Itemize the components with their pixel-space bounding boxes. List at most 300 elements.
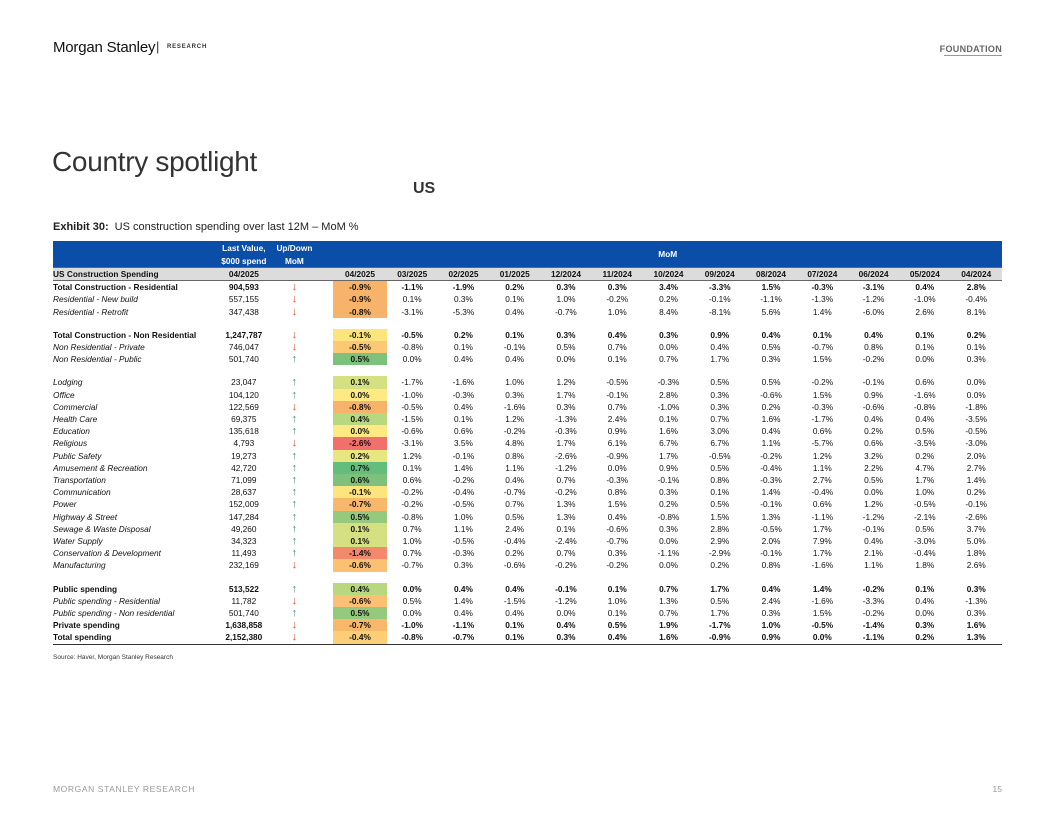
last-value-cell: 557,155 — [228, 294, 259, 305]
gap-cell — [319, 353, 333, 365]
mom-value-cell: -0.7% — [438, 631, 489, 644]
mom-value-cell: -0.1% — [708, 294, 731, 305]
mom-value-cell: 0.1% — [659, 414, 678, 425]
mom-value-cell: 0.3% — [505, 389, 525, 400]
table-row — [53, 619, 1002, 631]
table-row — [53, 583, 1002, 595]
current-mom-cell: 0.5% — [333, 353, 386, 365]
gap-cell — [319, 595, 333, 607]
mom-value-cell: 0.3% — [454, 294, 473, 305]
mom-value-cell: 0.1% — [454, 414, 473, 425]
mom-value-cell: 0.2% — [864, 426, 884, 437]
mom-value-cell: 1.0% — [556, 294, 576, 305]
mom-value-cell: -0.1% — [760, 499, 782, 510]
table-row — [53, 413, 1002, 425]
mom-value-cell: 0.3% — [540, 631, 591, 644]
mom-value-cell: 0.1% — [505, 294, 525, 305]
mom-value-cell: 0.2% — [659, 499, 678, 510]
country-subtitle: US — [413, 180, 436, 197]
row-label: Power — [53, 499, 77, 510]
header-updown-sub: MoM — [269, 255, 319, 268]
table-row — [53, 401, 1002, 413]
mom-value-cell: -0.5% — [452, 499, 475, 510]
month-header-cell: 02/2025 — [438, 268, 489, 281]
gap-cell — [319, 462, 333, 474]
mom-value-cell: 0.3% — [607, 282, 627, 293]
mom-value-cell: 0.4% — [556, 620, 576, 631]
last-value-cell: 147,284 — [228, 511, 259, 522]
mom-value-cell: 0.1% — [402, 294, 422, 305]
current-mom-cell: -0.6% — [333, 559, 386, 571]
mom-value-cell: 0.0% — [607, 462, 627, 473]
mom-value-cell: 1.8% — [915, 560, 935, 571]
table-row — [53, 341, 1002, 353]
mom-value-cell: -2.9% — [708, 548, 731, 559]
header-gap-3 — [319, 268, 333, 281]
mom-value-cell: -3.3% — [862, 595, 885, 606]
row-label: Lodging — [53, 377, 83, 388]
mom-value-cell: 0.2% — [899, 631, 950, 644]
mom-value-cell: -0.6% — [862, 401, 885, 412]
mom-value-cell: -0.8% — [387, 631, 438, 644]
mom-value-cell: 1.7% — [659, 450, 678, 461]
arrow-down-icon: ↓ — [291, 305, 298, 318]
last-value-cell: 11,493 — [231, 548, 257, 559]
arrow-up-icon: ↑ — [291, 413, 298, 426]
row-label: Communication — [53, 487, 111, 498]
mom-value-cell: 0.3% — [556, 329, 576, 340]
mom-value-cell: 0.3% — [556, 401, 576, 412]
mom-value-cell: -0.5% — [760, 523, 782, 534]
mom-value-cell: -3.0% — [965, 438, 988, 449]
month-header-cell: 07/2024 — [797, 268, 848, 281]
mom-value-cell: 0.2% — [915, 450, 935, 461]
mom-value-cell: 1.2% — [505, 414, 525, 425]
mom-value-cell: -1.1% — [848, 631, 899, 644]
mom-value-cell: 2.4% — [761, 595, 781, 606]
mom-value-cell: 0.2% — [966, 329, 986, 340]
last-value-cell: 347,438 — [228, 306, 259, 317]
header-blank — [53, 241, 218, 255]
arrow-up-icon: ↑ — [291, 461, 298, 474]
mom-value-cell: 0.5% — [915, 523, 935, 534]
gap-cell — [319, 425, 333, 437]
gap-cell — [319, 498, 333, 510]
month-header-cell: 11/2024 — [592, 268, 643, 281]
mom-value-cell: -1.0% — [657, 401, 680, 412]
mom-value-cell: 0.4% — [592, 631, 643, 644]
row-label: Office — [53, 389, 75, 400]
mom-value-cell: -3.1% — [401, 438, 424, 449]
mom-value-cell: 0.4% — [864, 536, 884, 547]
mom-value-cell: 0.1% — [915, 329, 935, 340]
mom-value-cell: 0.4% — [607, 329, 627, 340]
mom-value-cell: -0.5% — [452, 536, 475, 547]
mom-value-cell: 0.0% — [659, 342, 678, 353]
mom-value-cell: -0.3% — [452, 389, 475, 400]
mom-value-cell: 0.2% — [505, 548, 525, 559]
mom-value-cell: 0.3% — [556, 282, 576, 293]
gap-cell — [319, 486, 333, 498]
arrow-up-icon: ↑ — [291, 607, 298, 620]
footer-research-label: MORGAN STANLEY RESEARCH — [53, 784, 195, 794]
mom-value-cell: 0.1% — [607, 608, 627, 619]
mom-value-cell: 0.1% — [607, 354, 627, 365]
arrow-up-icon: ↑ — [291, 449, 298, 462]
mom-value-cell: -1.8% — [965, 401, 988, 412]
mom-value-cell: -1.1% — [811, 511, 834, 522]
current-mom-cell: 0.6% — [333, 474, 386, 486]
row-label: Commercial — [53, 401, 98, 412]
row-label: Health Care — [53, 414, 98, 425]
mom-value-cell: -0.2% — [401, 499, 424, 510]
mom-value-cell: 5.0% — [966, 536, 986, 547]
mom-value-cell: -0.8% — [401, 511, 424, 522]
mom-value-cell: -3.0% — [914, 536, 936, 547]
last-value-cell: 4,793 — [233, 438, 255, 449]
mom-value-cell: 0.5% — [761, 377, 781, 388]
mom-value-cell: 0.4% — [505, 475, 525, 486]
mom-value-cell: -0.1% — [965, 499, 988, 510]
mom-value-cell: 0.3% — [761, 608, 781, 619]
mom-value-cell: 0.1% — [505, 329, 525, 340]
table-row — [53, 474, 1002, 486]
construction-spending-table — [53, 241, 1002, 645]
mom-value-cell: 0.3% — [659, 329, 678, 340]
last-value-cell: 135,618 — [228, 426, 259, 437]
mom-value-cell: -1.7% — [708, 620, 731, 631]
arrow-down-icon: ↓ — [291, 341, 298, 354]
mom-value-cell: 0.4% — [864, 329, 884, 340]
mom-value-cell: 0.3% — [966, 354, 986, 365]
mom-value-cell: 0.4% — [505, 354, 525, 365]
header-date: 04/2025 — [218, 268, 269, 281]
mom-value-cell: 1.0% — [505, 377, 525, 388]
mom-value-cell: 0.8% — [761, 560, 781, 571]
mom-value-cell: 0.6% — [864, 438, 884, 449]
row-label: Manufacturing — [53, 560, 106, 571]
mom-value-cell: -0.7% — [401, 560, 424, 571]
mom-value-cell: 0.6% — [915, 377, 935, 388]
month-header-cell: 09/2024 — [694, 268, 745, 281]
mom-value-cell: -1.0% — [914, 294, 936, 305]
arrow-down-icon: ↓ — [291, 437, 298, 450]
mom-value-cell: -0.3% — [657, 377, 680, 388]
table-row — [53, 281, 1002, 294]
mom-value-cell: 0.1% — [556, 523, 576, 534]
mom-value-cell: 1.0% — [607, 306, 627, 317]
mom-value-cell: 0.7% — [659, 354, 678, 365]
gap-cell — [319, 631, 333, 644]
mom-value-cell: 0.9% — [710, 329, 730, 340]
mom-value-cell: -0.3% — [811, 282, 834, 293]
mom-value-cell: -0.5% — [401, 329, 424, 340]
mom-value-cell: 2.2% — [864, 462, 884, 473]
gap-cell — [319, 535, 333, 547]
mom-value-cell: 1.7% — [556, 389, 576, 400]
mom-value-cell: 0.1% — [607, 583, 627, 594]
mom-value-cell: -0.2% — [811, 377, 834, 388]
arrow-up-icon: ↑ — [291, 522, 298, 535]
row-label: Sewage & Waste Disposal — [53, 523, 151, 534]
last-value-cell: 104,120 — [228, 389, 259, 400]
arrow-down-icon: ↓ — [291, 281, 298, 294]
current-mom-cell: -0.6% — [333, 595, 386, 607]
month-header-cell: 06/2024 — [848, 268, 899, 281]
current-mom-cell: -0.1% — [333, 486, 386, 498]
mom-value-cell: -0.2% — [862, 354, 885, 365]
arrow-up-icon: ↑ — [291, 388, 298, 401]
mom-value-cell: -0.1% — [862, 377, 885, 388]
mom-value-cell: 0.0% — [556, 354, 576, 365]
mom-value-cell: 0.7% — [556, 475, 576, 486]
arrow-down-icon: ↓ — [291, 328, 298, 341]
last-value-cell: 501,740 — [228, 608, 259, 619]
mom-value-cell: 2.6% — [915, 306, 935, 317]
current-mom-cell: -2.6% — [333, 437, 386, 449]
last-value-cell: 23,047 — [231, 377, 257, 388]
last-value-cell: 71,099 — [231, 475, 257, 486]
mom-value-cell: -1.7% — [811, 414, 834, 425]
last-value-cell: 232,169 — [228, 560, 259, 571]
mom-value-cell: -1.9% — [452, 282, 475, 293]
arrow-down-icon: ↓ — [291, 293, 298, 306]
mom-value-cell: 1.1% — [761, 438, 781, 449]
gap-cell — [319, 413, 333, 425]
mom-value-cell: 0.5% — [402, 595, 422, 606]
last-value-cell: 1,638,858 — [225, 620, 263, 631]
mom-value-cell: 1.1% — [505, 462, 525, 473]
mom-value-cell: 0.8% — [607, 487, 627, 498]
mom-value-cell: 5.6% — [761, 306, 781, 317]
mom-value-cell: 0.4% — [710, 342, 730, 353]
table-row — [53, 559, 1002, 571]
mom-value-cell: 1.7% — [556, 438, 576, 449]
table-row — [53, 389, 1002, 401]
mom-value-cell: -2.4% — [555, 536, 577, 547]
mom-value-cell: -0.4% — [914, 548, 936, 559]
morgan-stanley-logo: Morgan Stanley — [53, 39, 156, 56]
arrow-up-icon: ↑ — [291, 486, 298, 499]
mom-value-cell: 0.5% — [710, 462, 730, 473]
mom-value-cell: 2.9% — [710, 536, 730, 547]
mom-value-cell: 0.5% — [556, 342, 576, 353]
current-mom-cell: 0.5% — [333, 607, 386, 619]
mom-value-cell: 1.6% — [966, 620, 986, 631]
arrow-down-icon: ↓ — [291, 559, 298, 572]
mom-value-cell: 3.5% — [454, 438, 473, 449]
row-label: Public spending — [53, 583, 118, 594]
last-value-cell: 69,375 — [231, 414, 257, 425]
table-row — [53, 293, 1002, 305]
mom-value-cell: -1.1% — [401, 282, 424, 293]
last-value-cell: 904,593 — [228, 282, 259, 293]
mom-value-cell: 1.1% — [812, 462, 832, 473]
mom-value-cell: -0.2% — [503, 426, 526, 437]
mom-value-cell: -0.3% — [555, 426, 577, 437]
gap-cell — [319, 281, 333, 294]
mom-value-cell: 0.5% — [761, 342, 781, 353]
mom-value-cell: 1.7% — [812, 523, 832, 534]
header-arrow-blank — [269, 268, 319, 281]
gap-cell — [319, 389, 333, 401]
mom-value-cell: -0.5% — [811, 620, 834, 631]
mom-value-cell: 0.4% — [761, 426, 781, 437]
mom-value-cell: -0.4% — [760, 462, 782, 473]
row-label: Private spending — [53, 620, 120, 631]
current-mom-cell: -0.8% — [333, 401, 386, 413]
table-row — [53, 498, 1002, 510]
mom-value-cell: 0.0% — [402, 354, 422, 365]
mom-value-cell: 1.5% — [710, 511, 730, 522]
row-label: Amusement & Recreation — [53, 462, 148, 473]
mom-value-cell: 0.4% — [607, 511, 627, 522]
table-row — [53, 595, 1002, 607]
gap-cell — [319, 293, 333, 305]
mom-value-cell: 3.4% — [659, 282, 678, 293]
mom-value-cell: 0.1% — [915, 583, 935, 594]
mom-value-cell: 0.7% — [556, 548, 576, 559]
mom-value-cell: 1.3% — [556, 499, 576, 510]
mom-value-cell: -0.1% — [657, 475, 680, 486]
series-underline — [944, 55, 1002, 56]
research-tag: RESEARCH — [167, 44, 208, 50]
group-spacer — [53, 318, 1002, 329]
row-label: Total Construction - Non Residential — [53, 329, 197, 340]
exhibit-caption — [53, 221, 359, 233]
mom-value-cell: 0.7% — [402, 548, 422, 559]
row-label: Conservation & Development — [53, 548, 161, 559]
mom-value-cell: -1.7% — [401, 377, 424, 388]
row-label: Residential - Retrofit — [53, 306, 129, 317]
mom-value-cell: 0.7% — [505, 499, 525, 510]
last-value-cell: 49,260 — [231, 523, 257, 534]
mom-value-cell: 1.7% — [710, 354, 730, 365]
mom-value-cell: -1.1% — [657, 548, 680, 559]
mom-value-cell: 0.4% — [761, 329, 781, 340]
mom-value-cell: 1.2% — [812, 450, 832, 461]
mom-value-cell: -1.6% — [452, 377, 475, 388]
mom-value-cell: -0.6% — [760, 389, 782, 400]
row-label: Total Construction - Residential — [53, 282, 178, 293]
mom-value-cell: 2.8% — [710, 523, 730, 534]
mom-value-cell: -3.3% — [708, 282, 731, 293]
gap-cell — [319, 523, 333, 535]
mom-value-cell: 0.7% — [607, 342, 627, 353]
mom-value-cell: -0.7% — [503, 487, 526, 498]
mom-value-cell: 1.6% — [643, 631, 694, 644]
mom-value-cell: 0.6% — [402, 475, 422, 486]
mom-value-cell: 0.1% — [966, 342, 986, 353]
mom-value-cell: 1.0% — [402, 536, 422, 547]
arrow-up-icon: ↑ — [291, 547, 298, 560]
header-updown: Up/Down — [269, 241, 319, 255]
mom-value-cell: 1.5% — [761, 282, 781, 293]
mom-value-cell: 1.8% — [966, 548, 986, 559]
mom-value-cell: -1.5% — [503, 595, 526, 606]
mom-value-cell: -0.6% — [606, 523, 629, 534]
mom-value-cell: 2.8% — [659, 389, 678, 400]
arrow-up-icon: ↑ — [291, 474, 298, 487]
mom-value-cell: 0.8% — [864, 342, 884, 353]
mom-value-cell: -0.3% — [811, 401, 834, 412]
month-header-cell: 12/2024 — [540, 268, 591, 281]
month-header-row — [53, 268, 1002, 281]
page-title: Country spotlight — [52, 145, 258, 177]
header-series-label: US Construction Spending — [53, 268, 218, 281]
mom-value-cell: 0.7% — [659, 608, 678, 619]
table-row — [53, 306, 1002, 318]
mom-value-cell: -0.9% — [694, 631, 745, 644]
mom-value-cell: -1.1% — [760, 294, 782, 305]
last-value-cell: 2,152,380 — [218, 631, 269, 644]
mom-value-cell: -0.1% — [862, 523, 885, 534]
mom-value-cell: 0.0% — [556, 608, 576, 619]
mom-value-cell: 2.0% — [761, 536, 781, 547]
arrow-up-icon: ↑ — [291, 353, 298, 366]
mom-value-cell: 0.5% — [915, 426, 935, 437]
mom-value-cell: -0.6% — [401, 426, 424, 437]
mom-value-cell: 1.9% — [659, 620, 678, 631]
last-value-cell: 501,740 — [228, 354, 259, 365]
current-mom-cell: -0.9% — [333, 281, 386, 294]
current-mom-cell: 0.7% — [333, 462, 386, 474]
mom-value-cell: -1.6% — [503, 401, 526, 412]
mom-value-cell: 0.7% — [659, 583, 678, 594]
mom-value-cell: 1.4% — [966, 475, 986, 486]
mom-value-cell: 0.4% — [505, 608, 525, 619]
current-mom-cell: -1.4% — [333, 547, 386, 559]
arrow-down-icon: ↓ — [291, 619, 298, 632]
mom-value-cell: 0.1% — [710, 487, 730, 498]
mom-value-cell: 0.7% — [710, 414, 730, 425]
mom-value-cell: 2.0% — [966, 450, 986, 461]
mom-value-cell: -0.3% — [452, 548, 475, 559]
mom-value-cell: -0.4% — [965, 294, 988, 305]
mom-value-cell: 2.8% — [966, 282, 986, 293]
last-value-cell: 152,009 — [228, 499, 259, 510]
mom-value-cell: 1.4% — [812, 583, 832, 594]
mom-value-cell: 0.4% — [454, 401, 473, 412]
mom-value-cell: 1.7% — [915, 475, 935, 486]
mom-value-cell: -1.2% — [555, 462, 577, 473]
row-label: Religious — [53, 438, 88, 449]
mom-value-cell: 0.4% — [761, 583, 781, 594]
mom-value-cell: -0.5% — [708, 450, 731, 461]
mom-value-cell: -0.6% — [503, 560, 526, 571]
arrow-up-icon: ↑ — [291, 425, 298, 438]
row-label: Total spending — [53, 631, 218, 644]
mom-value-cell: -0.4% — [503, 536, 526, 547]
mom-value-cell: -0.2% — [606, 294, 629, 305]
group-spacer — [53, 572, 1002, 583]
mom-value-cell: 0.5% — [710, 595, 730, 606]
mom-value-cell: 6.7% — [659, 438, 678, 449]
mom-value-cell: 0.5% — [505, 511, 525, 522]
row-label: Residential - New build — [53, 294, 138, 305]
mom-value-cell: -1.3% — [555, 414, 577, 425]
current-mom-cell: 0.2% — [333, 450, 386, 462]
mom-value-cell: -3.5% — [965, 414, 988, 425]
mom-value-cell: 1.3% — [761, 511, 781, 522]
mom-value-cell: 0.5% — [710, 377, 730, 388]
mom-value-cell: 0.5% — [710, 499, 730, 510]
current-mom-cell: 0.5% — [333, 511, 386, 523]
table-row — [53, 437, 1002, 449]
mom-value-cell: 0.0% — [966, 377, 986, 388]
mom-value-cell: 0.9% — [659, 462, 678, 473]
mom-value-cell: -0.1% — [503, 342, 526, 353]
